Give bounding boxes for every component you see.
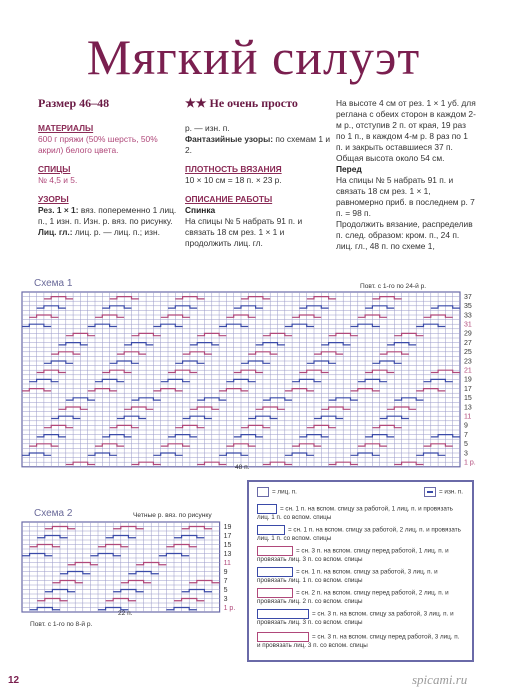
page-title: Мягкий силуэт bbox=[86, 29, 421, 85]
stst-text bbox=[38, 227, 178, 238]
rib-desc: вяз. попеременно 1 лиц. п., 1 изн. п. Изн. р. вяз. по рисунку. bbox=[38, 205, 177, 226]
schema2-repeat-note: Повт. с 1-го по 8-й р. bbox=[30, 621, 93, 628]
cable-1-3-front-symbol bbox=[257, 546, 293, 556]
schema1-row-label: 11 bbox=[464, 413, 472, 421]
schema1-row-label: 9 bbox=[464, 422, 468, 430]
back-heading: Спинка bbox=[185, 205, 216, 215]
stst-continued: р. — изн. п. bbox=[185, 123, 230, 133]
schema1-row-label: 37 bbox=[464, 293, 472, 301]
purl-symbol bbox=[424, 487, 436, 497]
needles-heading: СПИЦЫ bbox=[38, 164, 71, 174]
front-heading: Перед bbox=[336, 164, 362, 174]
legend-cable3-text: = сн. 3 п. на вспом. спицу перед работой, 1 лиц. п. и провязать лиц. 3 п. со вспом. спицы bbox=[257, 547, 449, 563]
legend-cable5 bbox=[257, 588, 462, 606]
cable-2-2-front-symbol bbox=[257, 588, 293, 598]
schema1-row-label: 29 bbox=[464, 330, 472, 338]
page-number: 12 bbox=[8, 675, 20, 686]
schema1-row-label: 7 bbox=[464, 431, 468, 439]
legend-purl-text: = изн. п. bbox=[439, 488, 463, 496]
legend-cable2 bbox=[257, 525, 462, 543]
rib-label: Рез. 1 × 1: bbox=[38, 205, 79, 215]
schema1-row-label: 17 bbox=[464, 385, 472, 393]
legend-cable7 bbox=[257, 632, 462, 650]
schema1-row-label: 3 bbox=[464, 450, 468, 458]
legend-purl bbox=[424, 487, 469, 497]
schema1-title: Схема 1 bbox=[34, 278, 73, 289]
schema1-row-label: 23 bbox=[464, 358, 472, 366]
schema2-row-label: 13 bbox=[223, 550, 232, 558]
legend-cable5-text: = сн. 2 п. на вспом. спицу перед работой, 2 лиц. п. и провязать лиц. 2 п. со вспом. спицы bbox=[257, 589, 449, 605]
patterns-heading: УЗОРЫ bbox=[38, 194, 69, 204]
legend-cable1 bbox=[257, 504, 462, 522]
schema1-row-label: 33 bbox=[464, 312, 472, 320]
cable-2-1-back-symbol bbox=[257, 525, 285, 535]
fancy-text bbox=[185, 134, 330, 156]
cable-3-3-back-symbol bbox=[257, 609, 309, 619]
legend-cable6 bbox=[257, 609, 462, 627]
schema2-row-label: 7 bbox=[223, 577, 228, 585]
materials-text: 600 г пряжи (50% шерсть, 50% акрил) белого цвета. bbox=[38, 134, 158, 155]
schema2-width-label: 22 п. bbox=[118, 610, 133, 617]
schema1-row-label: 15 bbox=[464, 395, 472, 403]
schema2-row-label: 11 bbox=[223, 559, 231, 567]
schema1-row-label: 13 bbox=[464, 404, 472, 412]
cable-3-3-front-symbol bbox=[257, 632, 309, 642]
legend-cable1-text: = сн. 1 п. на вспом. спицу за работой, 1 лиц. п. и провязать лиц. 1 п. со вспом. спицы bbox=[257, 505, 453, 521]
column-gauge bbox=[185, 98, 330, 249]
legend-cable3 bbox=[257, 546, 462, 564]
rib-text bbox=[38, 205, 178, 227]
stst-label: Лиц. гл.: bbox=[38, 227, 73, 237]
schema1-width-label: 48 п. bbox=[235, 464, 250, 471]
gauge-text: 10 × 10 см = 18 п. × 23 р. bbox=[185, 175, 282, 185]
schema1-grid bbox=[0, 270, 507, 470]
schema2-row-label: 3 bbox=[223, 595, 228, 603]
work-heading: ОПИСАНИЕ РАБОТЫ bbox=[185, 194, 273, 204]
raglan-text: На высоте 4 см от рез. 1 × 1 уб. для реглана с обеих сторон в каждом 2-м р., отступив 2 п. от края, 19 раз по 1 п., в каждом 4-м р. 8 раз по 1 п. и закрыть оставшиеся 37 п. Общая высота около 54 см. bbox=[336, 98, 476, 163]
gauge-heading: ПЛОТНОСТЬ ВЯЗАНИЯ bbox=[185, 164, 282, 174]
schema1-row-label: 31 bbox=[464, 321, 472, 329]
symbol-legend bbox=[247, 480, 474, 662]
cable-1-1-back-symbol bbox=[257, 504, 277, 514]
schema2-row-label: 1 р. bbox=[223, 604, 236, 612]
column-materials bbox=[38, 98, 178, 238]
front-continue-text: Продолжить вязание, распределив п. след. образом: кром. п., 24 п. лиц. гл., 48 п. по схеме 1, bbox=[336, 219, 473, 251]
fancy-desc: по схемам 1 и 2. bbox=[185, 134, 331, 155]
schema2-row-label: 17 bbox=[223, 532, 232, 540]
size-heading: Размер 46–48 bbox=[38, 96, 110, 110]
schema1-row-label: 5 bbox=[464, 441, 468, 449]
schema1-row-label: 21 bbox=[464, 367, 472, 375]
schema2-row-label: 9 bbox=[223, 568, 228, 576]
schema1-row-label: 1 р. bbox=[464, 459, 476, 467]
column-front bbox=[336, 98, 476, 252]
schema2-row-label: 15 bbox=[223, 541, 232, 549]
schema1-row-label: 35 bbox=[464, 303, 472, 311]
schema2-even-note: Четные р. вяз. по рисунку bbox=[133, 512, 212, 519]
stst-desc: лиц. р. — лиц. п.; изн. bbox=[72, 227, 160, 237]
legend-cable6-text: = сн. 3 п. на вспом. спицу за работой, 3 лиц. п. и провязать лиц. 3 п. со вспом. спицы bbox=[257, 610, 454, 626]
schema1-repeat-note: Повт. с 1-го по 24-й р. bbox=[360, 283, 427, 290]
legend-cable7-text: = сн. 3 п. на вспом. спицу перед работой, 3 лиц. п. и провязать лиц. 3 п. со вспом. спицы bbox=[257, 633, 460, 649]
schema1-row-label: 19 bbox=[464, 376, 472, 384]
fancy-label: Фантазийные узоры: bbox=[185, 134, 274, 144]
schema2-row-label: 5 bbox=[223, 586, 228, 594]
legend-cable2-text: = сн. 1 п. на вспом. спицу за работой, 2 лиц. п. и провязать лиц. 1 п. со вспом. спицы bbox=[257, 526, 461, 542]
legend-cable4 bbox=[257, 567, 462, 585]
materials-heading: МАТЕРИАЛЫ bbox=[38, 123, 94, 133]
schema2-cells bbox=[22, 522, 220, 612]
legend-cable4-text: = сн. 1 п. на вспом. спицу за работой, 3 лиц. п. и провязать лиц. 1 п. со вспом. спицы bbox=[257, 568, 438, 584]
watermark: spicami.ru bbox=[412, 672, 468, 687]
schema1-row-label: 25 bbox=[464, 349, 472, 357]
cable-3-1-back-symbol bbox=[257, 567, 293, 577]
schema1-cells bbox=[22, 292, 460, 467]
difficulty-heading: ★★ Не очень просто bbox=[185, 96, 298, 110]
schema1-row-label: 27 bbox=[464, 339, 472, 347]
schema2-title: Схема 2 bbox=[34, 508, 73, 519]
knit-symbol bbox=[257, 487, 269, 497]
needles-text: № 4,5 и 5. bbox=[38, 175, 78, 185]
legend-knit-text: = лиц. п. bbox=[272, 488, 297, 496]
back-text: На спицы № 5 набрать 91 п. и связать 18 см рез. 1 × 1 и продолжить лиц. гл. bbox=[185, 216, 303, 248]
front-text: На спицы № 5 набрать 91 п. и связать 18 см рез. 1 × 1, равномерно приб. в последнем р. 7 п. = 98 п. bbox=[336, 175, 475, 218]
schema2-row-label: 19 bbox=[223, 523, 232, 531]
